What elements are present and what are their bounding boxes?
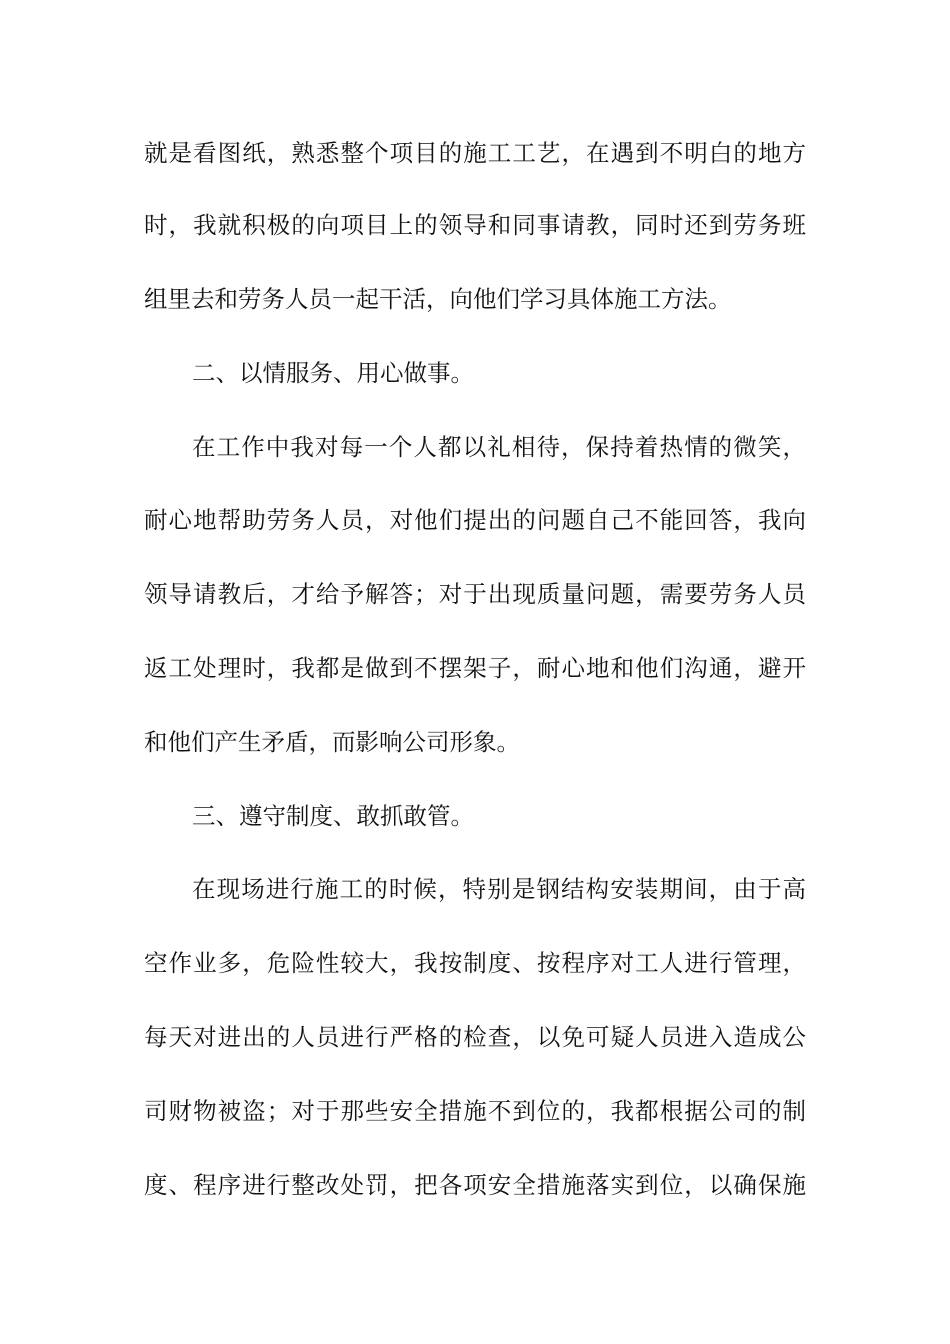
text-line: 就是看图纸，熟悉整个项目的施工工艺，在遇到不明白的地方 xyxy=(144,139,806,167)
text-line: 耐心地帮助劳务人员，对他们提出的问题自己不能回答，我向 xyxy=(144,506,806,534)
text-line: 组里去和劳务人员一起干活，向他们学习具体施工方法。 xyxy=(144,285,732,313)
text-line: 司财物被盗；对于那些安全措施不到位的，我都根据公司的制 xyxy=(144,1097,806,1125)
text-line: 在工作中我对每一个人都以礼相待，保持着热情的微笑， xyxy=(192,433,806,461)
text-line: 和他们产生矛盾，而影响公司形象。 xyxy=(144,728,520,756)
text-line: 每天对进出的人员进行严格的检查，以免可疑人员进入造成公 xyxy=(144,1023,806,1051)
text-line: 返工处理时，我都是做到不摆架子，耐心地和他们沟通，避开 xyxy=(144,654,806,682)
section-heading: 二、以情服务、用心做事。 xyxy=(192,359,474,387)
text-line: 空作业多，危险性较大，我按制度、按程序对工人进行管理， xyxy=(144,949,806,977)
text-line: 度、程序进行整改处罚，把各项安全措施落实到位，以确保施 xyxy=(144,1171,806,1199)
text-line: 在现场进行施工的时候，特别是钢结构安装期间，由于高 xyxy=(192,875,806,903)
text-line: 领导请教后，才给予解答；对于出现质量问题，需要劳务人员 xyxy=(144,580,806,608)
text-line: 时，我就积极的向项目上的领导和同事请教，同时还到劳务班 xyxy=(144,211,806,239)
section-heading: 三、遵守制度、敢抓敢管。 xyxy=(192,802,474,830)
